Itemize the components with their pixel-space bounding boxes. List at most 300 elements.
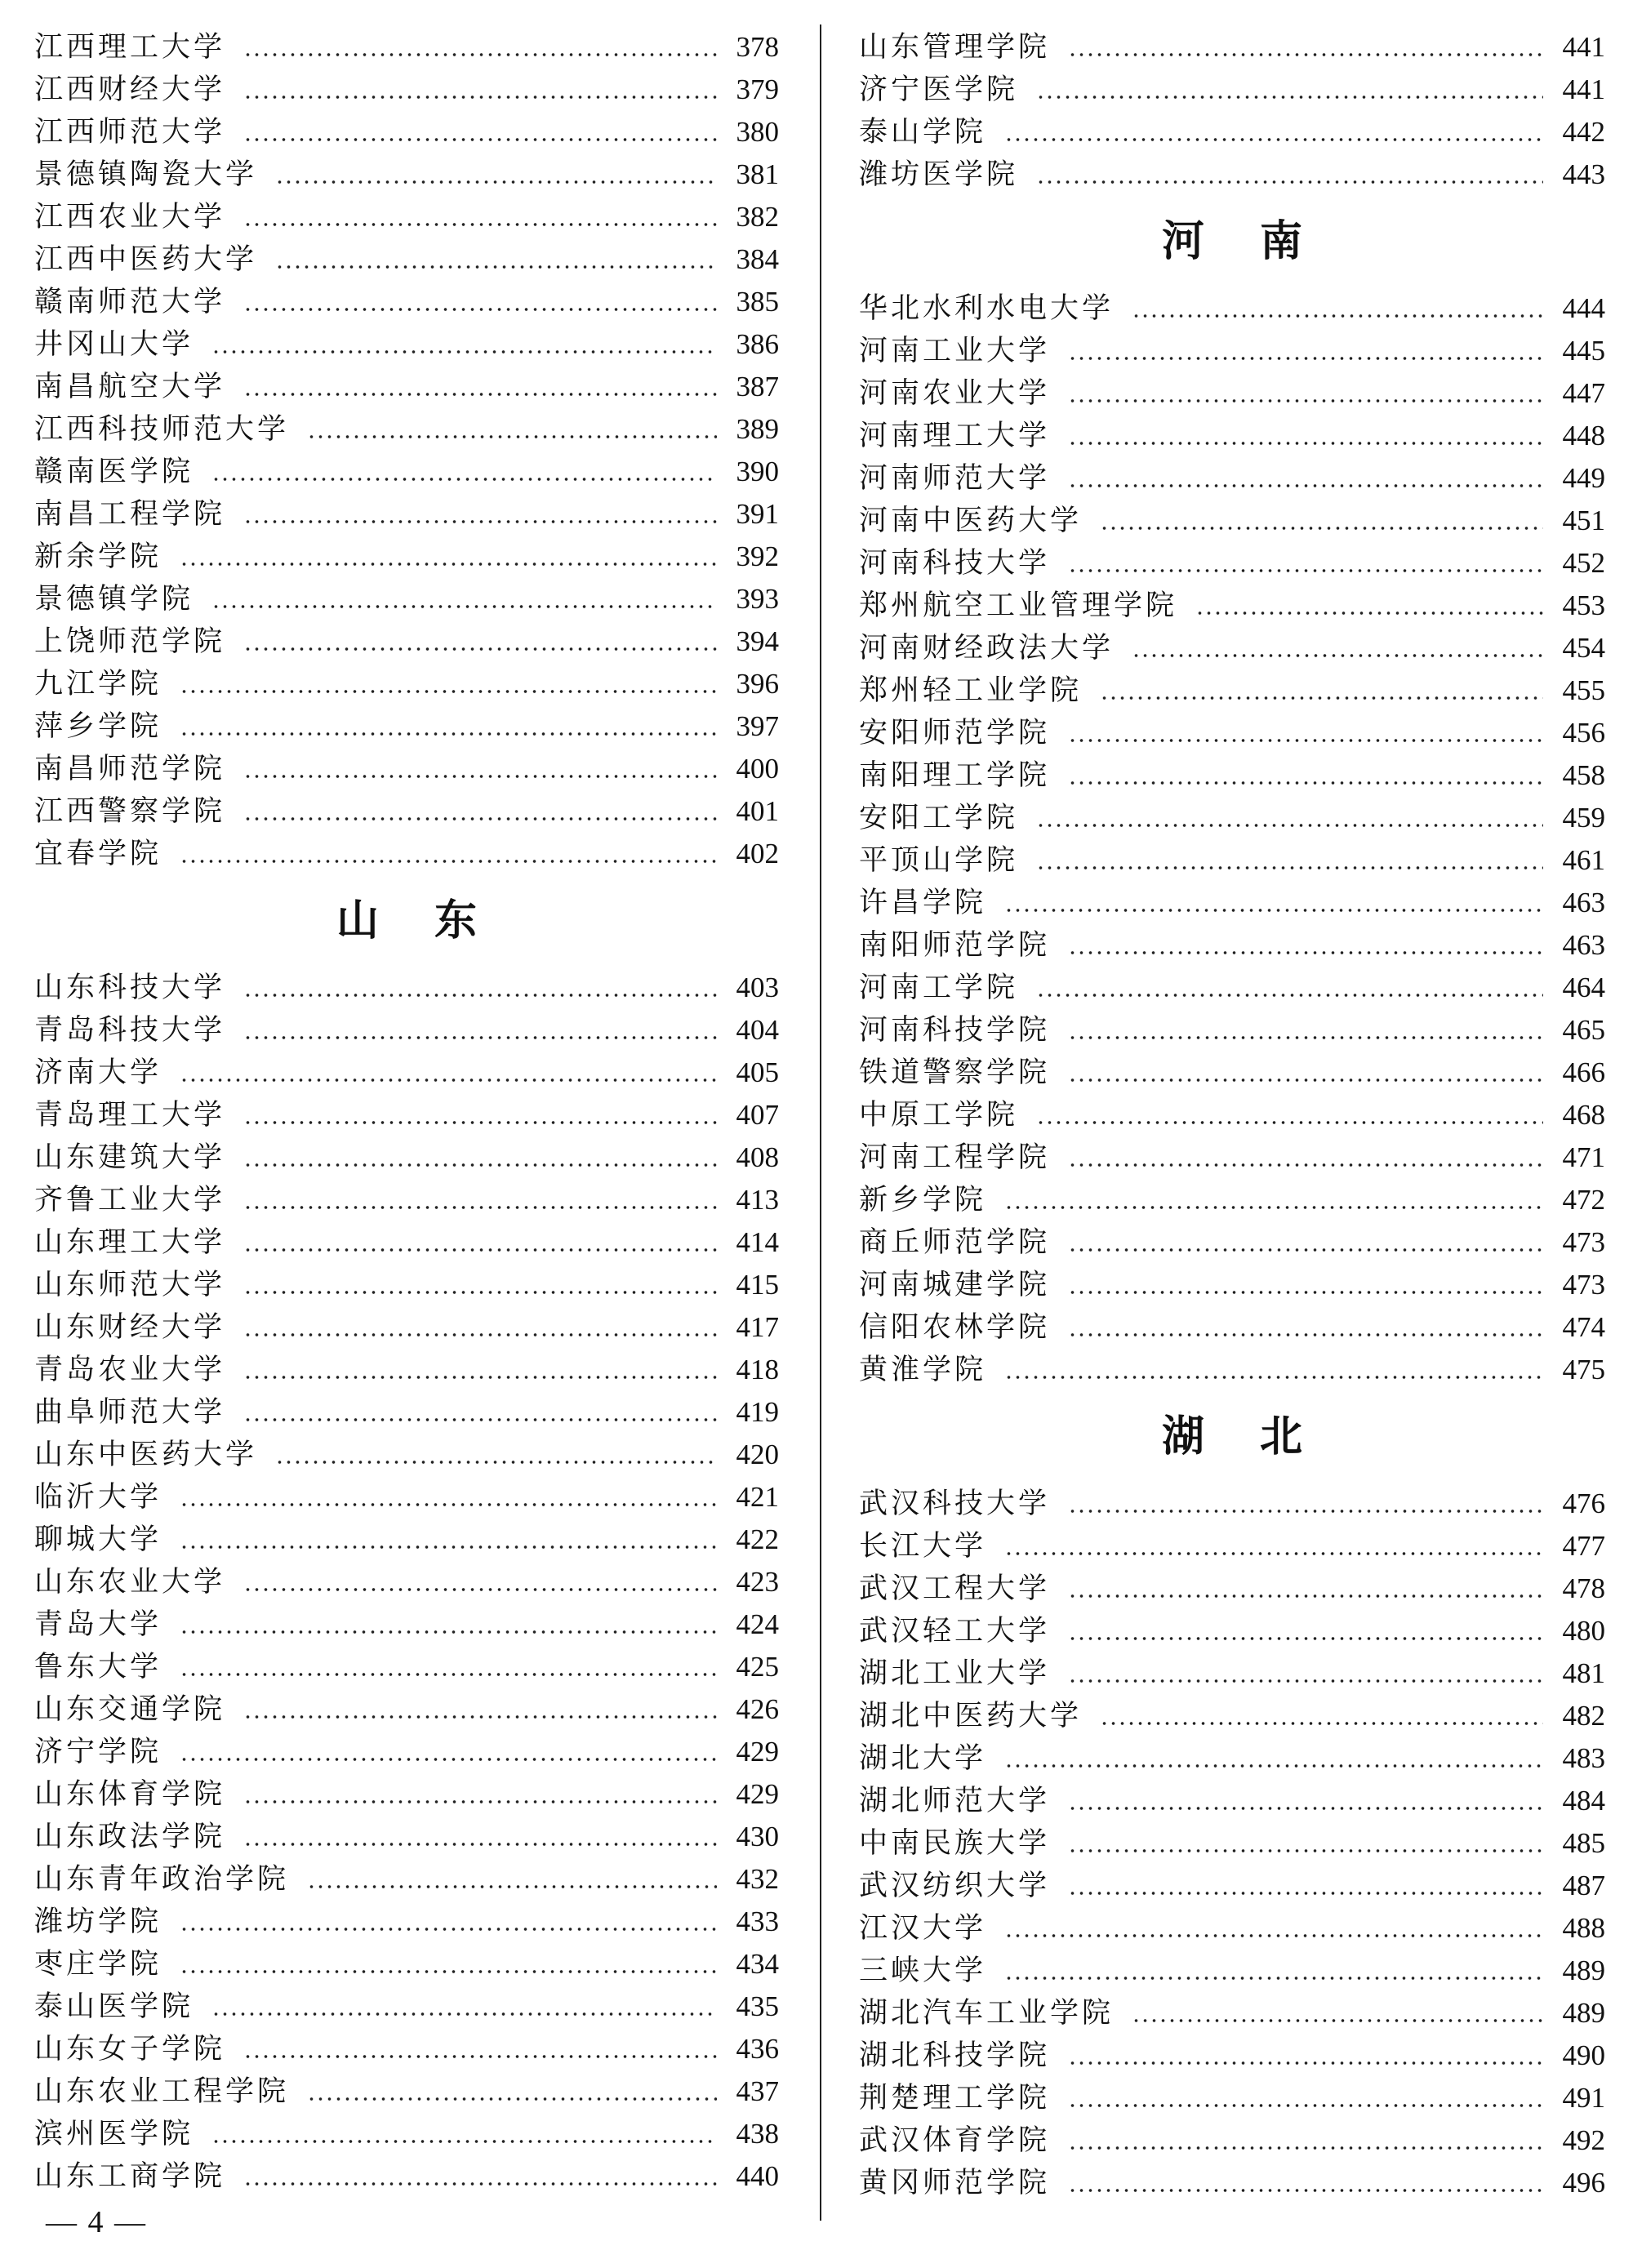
toc-entry-name: 景德镇陶瓷大学: [34, 158, 258, 191]
toc-entry-name: 济南大学: [34, 1056, 162, 1089]
dot-leader: [1004, 1375, 1543, 1380]
toc-entry-page: 387: [736, 371, 779, 402]
dot-leader: [1068, 950, 1543, 955]
toc-entry-page: 483: [1562, 1742, 1605, 1774]
toc-entry: [34, 620, 779, 663]
dot-leader: [243, 137, 717, 142]
toc-entry: [34, 2028, 779, 2070]
toc-entry: [34, 1476, 779, 1519]
dot-leader: [1004, 137, 1543, 142]
toc-entry: [34, 1816, 779, 1858]
section-heading-hubei: 湖北: [1161, 1412, 1358, 1461]
toc-entry-page: 473: [1562, 1269, 1605, 1301]
toc-entry-name: 湖北大学: [859, 1742, 987, 1775]
toc-entry-name: 南昌师范学院: [34, 753, 226, 785]
toc-entry-name: 上饶师范学院: [34, 625, 226, 658]
dot-leader: [1036, 180, 1543, 185]
toc-entry-name: 江西财经大学: [34, 73, 226, 106]
toc-entry: [34, 2113, 779, 2155]
toc-entry: [34, 1986, 779, 2028]
toc-entry-name: 武汉纺织大学: [859, 1870, 1051, 1902]
toc-entry-name: 江汉大学: [859, 1912, 987, 1945]
toc-entry-name: 山东交通学院: [34, 1693, 226, 1726]
toc-entry: [34, 2155, 779, 2198]
toc-entry-page: 414: [736, 1226, 779, 1258]
toc-entry-name: 三峡大学: [859, 1954, 987, 1987]
toc-entry-name: 河南科技学院: [859, 1014, 1051, 1047]
toc-entry-name: 湖北工业大学: [859, 1657, 1051, 1690]
dot-leader: [275, 1460, 717, 1465]
dot-leader: [243, 1332, 717, 1337]
toc-entry-name: 郑州航空工业管理学院: [859, 589, 1178, 622]
toc-entry: [34, 1434, 779, 1476]
toc-entry-page: 390: [736, 456, 779, 487]
toc-entry: [859, 1822, 1605, 1865]
dot-leader: [243, 1247, 717, 1252]
dot-leader: [180, 1630, 717, 1634]
dot-leader: [243, 1714, 717, 1719]
toc-entry: [34, 1349, 779, 1391]
toc-entry-name: 景德镇学院: [34, 583, 194, 616]
dot-leader: [180, 859, 717, 864]
toc-entry-page: 475: [1562, 1354, 1605, 1385]
toc-entry-name: 安阳师范学院: [859, 717, 1051, 749]
toc-entry-page: 463: [1562, 887, 1605, 918]
toc-entry: [859, 500, 1605, 542]
toc-group-shandong-cont: [859, 26, 1605, 196]
toc-entry-page: 455: [1562, 674, 1605, 706]
toc-entry: [859, 1052, 1605, 1094]
dot-leader: [1100, 696, 1543, 700]
dot-leader: [275, 180, 717, 185]
dot-leader: [243, 95, 717, 100]
dot-leader: [211, 349, 717, 354]
toc-group-jiangxi: [34, 26, 779, 875]
dot-leader: [243, 1799, 717, 1804]
toc-entry-name: 南昌工程学院: [34, 498, 226, 531]
toc-entry-page: 391: [736, 498, 779, 530]
toc-entry-name: 黄淮学院: [859, 1354, 987, 1386]
toc-entry: [34, 323, 779, 366]
toc-entry: [34, 1306, 779, 1349]
toc-entry-page: 401: [736, 795, 779, 827]
dot-leader: [1132, 2018, 1543, 2023]
toc-entry-name: 武汉体育学院: [859, 2124, 1051, 2157]
dot-leader: [243, 222, 717, 227]
toc-entry-name: 山东师范大学: [34, 1269, 226, 1301]
dot-leader: [180, 1927, 717, 1932]
dot-leader: [1036, 993, 1543, 998]
toc-entry-page: 496: [1562, 2167, 1605, 2199]
toc-entry: [34, 1179, 779, 1221]
toc-entry-page: 408: [736, 1141, 779, 1173]
toc-entry: [859, 585, 1605, 627]
toc-entry-page: 492: [1562, 2124, 1605, 2156]
toc-entry-page: 382: [736, 201, 779, 233]
toc-entry-page: 448: [1562, 420, 1605, 451]
toc-entry-page: 424: [736, 1608, 779, 1640]
toc-entry-page: 481: [1562, 1657, 1605, 1689]
toc-entry-name: 南阳师范学院: [859, 929, 1051, 962]
toc-entry-page: 454: [1562, 632, 1605, 664]
toc-entry-page: 415: [736, 1269, 779, 1301]
toc-entry-page: 403: [736, 972, 779, 1003]
dot-leader: [1068, 2188, 1543, 2193]
toc-entry: [34, 1688, 779, 1731]
dot-leader: [180, 1969, 717, 1974]
dot-leader: [1004, 1976, 1543, 1981]
toc-entry-page: 378: [736, 31, 779, 63]
toc-entry-page: 471: [1562, 1141, 1605, 1173]
dot-leader: [180, 1757, 717, 1762]
dot-leader: [1068, 1848, 1543, 1853]
toc-entry-name: 武汉科技大学: [859, 1488, 1051, 1520]
toc-entry-page: 489: [1562, 1954, 1605, 1986]
toc-entry-name: 武汉工程大学: [859, 1572, 1051, 1605]
toc-entry-name: 中原工学院: [859, 1099, 1019, 1132]
toc-entry-name: 河南科技大学: [859, 547, 1051, 580]
toc-entry-page: 452: [1562, 547, 1605, 579]
toc-entry-page: 380: [736, 116, 779, 148]
toc-entry-name: 鲁东大学: [34, 1651, 162, 1683]
toc-entry-name: 河南城建学院: [859, 1269, 1051, 1301]
dot-leader: [243, 519, 717, 524]
toc-entry-page: 490: [1562, 2039, 1605, 2071]
toc-entry-name: 枣庄学院: [34, 1948, 162, 1981]
toc-entry-page: 444: [1562, 292, 1605, 324]
toc-entry: [859, 1568, 1605, 1610]
toc-entry-name: 平顶山学院: [859, 844, 1019, 877]
toc-entry: [34, 493, 779, 536]
dot-leader: [1068, 1332, 1543, 1337]
dot-leader: [1068, 1509, 1543, 1514]
toc-entry: [34, 578, 779, 620]
dot-leader: [1068, 1078, 1543, 1083]
toc-entry: [859, 287, 1605, 330]
dot-leader: [1004, 1763, 1543, 1768]
toc-entry: [34, 1858, 779, 1901]
dot-leader: [211, 2012, 717, 2017]
dot-leader: [211, 477, 717, 482]
dot-leader: [243, 1120, 717, 1125]
toc-entry: [34, 1264, 779, 1306]
toc-entry: [34, 196, 779, 238]
toc-entry: [859, 1695, 1605, 1737]
dot-leader: [1068, 1290, 1543, 1295]
toc-entry-page: 449: [1562, 462, 1605, 494]
toc-entry: [34, 1943, 779, 1986]
toc-entry: [34, 366, 779, 408]
toc-entry-name: 江西中医药大学: [34, 243, 258, 276]
toc-entry-page: 472: [1562, 1184, 1605, 1216]
toc-entry-page: 456: [1562, 717, 1605, 749]
dot-leader: [1004, 1205, 1543, 1210]
toc-entry: [859, 2162, 1605, 2204]
toc-entry-page: 453: [1562, 589, 1605, 621]
toc-entry-name: 山东青年政治学院: [34, 1863, 290, 1896]
toc-entry-page: 476: [1562, 1488, 1605, 1519]
toc-entry-page: 430: [736, 1821, 779, 1852]
toc-group-hubei: [859, 1483, 1605, 2204]
toc-entry: [34, 153, 779, 196]
dot-leader: [1068, 1679, 1543, 1683]
dot-leader: [243, 1587, 717, 1592]
toc-entry: [859, 1525, 1605, 1568]
toc-entry: [34, 1391, 779, 1434]
toc-entry-page: 437: [736, 2075, 779, 2107]
toc-entry-name: 山东工商学院: [34, 2160, 226, 2193]
dot-leader: [243, 1035, 717, 1040]
toc-entry-page: 461: [1562, 844, 1605, 876]
toc-entry: [34, 1094, 779, 1136]
toc-entry: [859, 1610, 1605, 1652]
toc-entry-page: 417: [736, 1311, 779, 1343]
toc-entry-page: 477: [1562, 1530, 1605, 1562]
toc-entry-name: 武汉轻工大学: [859, 1615, 1051, 1648]
toc-entry-name: 江西科技师范大学: [34, 413, 290, 446]
toc-entry-name: 山东科技大学: [34, 972, 226, 1004]
dot-leader: [1068, 1594, 1543, 1599]
dot-leader: [1068, 568, 1543, 573]
toc-entry-name: 荆楚理工学院: [859, 2082, 1051, 2115]
toc-entry-page: 438: [736, 2118, 779, 2150]
toc-entry-page: 423: [736, 1566, 779, 1598]
dot-leader: [180, 562, 717, 567]
toc-entry: [859, 669, 1605, 712]
dot-leader: [243, 1205, 717, 1210]
dot-leader: [1132, 314, 1543, 318]
toc-entry-name: 华北水利水电大学: [859, 292, 1115, 325]
toc-entry: [34, 2070, 779, 2113]
toc-entry-page: 421: [736, 1481, 779, 1513]
toc-entry: [859, 627, 1605, 669]
toc-entry-name: 泰山学院: [859, 116, 987, 149]
toc-entry-name: 新乡学院: [859, 1184, 987, 1216]
toc-entry-page: 426: [736, 1693, 779, 1725]
toc-entry-page: 393: [736, 583, 779, 615]
toc-entry: [859, 69, 1605, 111]
toc-entry-page: 464: [1562, 972, 1605, 1003]
toc-entry: [34, 1561, 779, 1603]
toc-entry-name: 宜春学院: [34, 838, 162, 870]
toc-group-henan: [859, 287, 1605, 1391]
toc-entry-name: 江西农业大学: [34, 201, 226, 233]
dot-leader: [243, 1290, 717, 1295]
dot-leader: [243, 392, 717, 397]
toc-entry-name: 河南工学院: [859, 972, 1019, 1004]
dot-leader: [243, 2054, 717, 2059]
toc-entry-name: 山东政法学院: [34, 1821, 226, 1853]
toc-entry: [34, 790, 779, 833]
toc-group-shandong: [34, 967, 779, 2198]
dot-leader: [1068, 1247, 1543, 1252]
toc-entry: [34, 1136, 779, 1179]
toc-entry: [859, 457, 1605, 500]
dot-leader: [180, 1672, 717, 1677]
toc-entry-name: 信阳农林学院: [859, 1311, 1051, 1344]
toc-entry: [859, 2077, 1605, 2119]
dot-leader: [1068, 1806, 1543, 1811]
toc-entry-page: 422: [736, 1523, 779, 1555]
dot-leader: [275, 265, 717, 269]
dot-leader: [243, 2181, 717, 2186]
toc-entry-page: 489: [1562, 1997, 1605, 2029]
dot-leader: [243, 1417, 717, 1422]
toc-entry-page: 397: [736, 710, 779, 742]
toc-entry-name: 临沂大学: [34, 1481, 162, 1514]
toc-entry-page: 429: [736, 1736, 779, 1768]
toc-entry-page: 487: [1562, 1870, 1605, 1901]
toc-entry: [859, 924, 1605, 967]
toc-entry: [859, 415, 1605, 457]
toc-entry: [859, 1094, 1605, 1136]
toc-entry: [34, 408, 779, 451]
toc-entry-page: 379: [736, 73, 779, 105]
toc-entry: [34, 451, 779, 493]
dot-leader: [180, 732, 717, 736]
toc-entry-name: 山东中医药大学: [34, 1439, 258, 1471]
dot-leader: [180, 1502, 717, 1507]
dot-leader: [307, 434, 717, 439]
dot-leader: [1068, 356, 1543, 361]
toc-entry-name: 许昌学院: [859, 887, 987, 919]
dot-leader: [1004, 908, 1543, 913]
toc-entry: [859, 1264, 1605, 1306]
toc-entry-page: 463: [1562, 929, 1605, 961]
toc-entry-page: 436: [736, 2033, 779, 2065]
toc-entry: [34, 238, 779, 281]
dot-leader: [180, 1078, 717, 1083]
dot-leader: [243, 52, 717, 57]
dot-leader: [1036, 823, 1543, 828]
toc-entry: [34, 26, 779, 69]
toc-entry-name: 潍坊医学院: [859, 158, 1019, 191]
toc-entry: [34, 69, 779, 111]
toc-entry-page: 442: [1562, 116, 1605, 148]
dot-leader: [243, 647, 717, 651]
dot-leader: [180, 1545, 717, 1550]
toc-entry-name: 潍坊学院: [34, 1906, 162, 1938]
toc-entry-page: 458: [1562, 759, 1605, 791]
toc-entry-name: 河南中医药大学: [859, 505, 1083, 537]
left-column: [34, 26, 779, 2198]
toc-entry: [859, 712, 1605, 754]
dot-leader: [243, 816, 717, 821]
toc-entry-name: 江西警察学院: [34, 795, 226, 828]
toc-entry-page: 488: [1562, 1912, 1605, 1944]
toc-entry: [859, 2035, 1605, 2077]
dot-leader: [243, 774, 717, 779]
toc-entry-page: 468: [1562, 1099, 1605, 1131]
toc-entry: [859, 1221, 1605, 1264]
toc-entry-page: 432: [736, 1863, 779, 1895]
dot-leader: [1068, 441, 1543, 446]
dot-leader: [1100, 1721, 1543, 1726]
toc-entry: [859, 372, 1605, 415]
dot-leader: [1068, 2061, 1543, 2066]
toc-entry: [34, 1009, 779, 1052]
toc-entry: [34, 833, 779, 875]
toc-entry-page: 447: [1562, 377, 1605, 409]
toc-entry-page: 478: [1562, 1572, 1605, 1604]
toc-entry-name: 河南财经政法大学: [859, 632, 1115, 665]
page-number: — 4 —: [46, 2205, 147, 2239]
dot-leader: [1068, 1636, 1543, 1641]
dot-leader: [1068, 1163, 1543, 1167]
toc-entry-name: 河南工业大学: [859, 335, 1051, 367]
toc-entry: [859, 542, 1605, 585]
toc-entry-page: 441: [1562, 73, 1605, 105]
toc-entry: [859, 1483, 1605, 1525]
toc-entry-name: 商丘师范学院: [859, 1226, 1051, 1259]
toc-entry: [34, 705, 779, 748]
toc-entry-page: 465: [1562, 1014, 1605, 1046]
toc-entry-page: 419: [736, 1396, 779, 1428]
toc-entry: [34, 967, 779, 1009]
toc-entry-page: 396: [736, 668, 779, 700]
toc-entry-name: 萍乡学院: [34, 710, 162, 743]
dot-leader: [1132, 653, 1543, 658]
toc-entry-name: 湖北科技学院: [859, 2039, 1051, 2072]
dot-leader: [307, 1884, 717, 1889]
toc-entry-name: 青岛农业大学: [34, 1354, 226, 1386]
dot-leader: [1068, 738, 1543, 743]
toc-entry-name: 齐鲁工业大学: [34, 1184, 226, 1216]
toc-entry: [34, 281, 779, 323]
toc-entry: [34, 1646, 779, 1688]
toc-entry-page: 484: [1562, 1785, 1605, 1817]
toc-entry: [859, 1009, 1605, 1052]
toc-entry-name: 滨州医学院: [34, 2118, 194, 2150]
toc-entry-name: 湖北中医药大学: [859, 1700, 1083, 1732]
toc-entry-name: 井冈山大学: [34, 328, 194, 361]
toc-entry-page: 386: [736, 328, 779, 360]
dot-leader: [1068, 1891, 1543, 1896]
dot-leader: [1068, 1035, 1543, 1040]
toc-entry: [859, 1136, 1605, 1179]
toc-entry: [859, 111, 1605, 153]
toc-entry: [859, 2119, 1605, 2162]
toc-entry: [34, 1773, 779, 1816]
dot-leader: [211, 604, 717, 609]
toc-entry-page: 445: [1562, 335, 1605, 367]
dot-leader: [243, 993, 717, 998]
toc-entry-page: 474: [1562, 1311, 1605, 1343]
toc-entry-page: 384: [736, 243, 779, 275]
toc-entry: [34, 1603, 779, 1646]
toc-entry-page: 389: [736, 413, 779, 445]
toc-entry-name: 河南农业大学: [859, 377, 1051, 410]
toc-entry-name: 南阳理工学院: [859, 759, 1051, 792]
toc-entry-name: 河南工程学院: [859, 1141, 1051, 1174]
toc-entry-page: 420: [736, 1439, 779, 1470]
toc-entry: [859, 330, 1605, 372]
toc-entry-name: 中南民族大学: [859, 1827, 1051, 1860]
toc-entry-page: 392: [736, 540, 779, 572]
toc-entry-page: 418: [736, 1354, 779, 1385]
dot-leader: [243, 1163, 717, 1167]
toc-entry-name: 河南师范大学: [859, 462, 1051, 495]
toc-entry-page: 466: [1562, 1056, 1605, 1088]
dot-leader: [180, 689, 717, 694]
toc-entry-page: 459: [1562, 802, 1605, 834]
toc-entry-page: 434: [736, 1948, 779, 1980]
toc-entry-name: 聊城大学: [34, 1523, 162, 1556]
toc-entry: [859, 1992, 1605, 2035]
toc-entry-page: 435: [736, 1990, 779, 2022]
dot-leader: [1068, 2103, 1543, 2108]
dot-leader: [243, 307, 717, 312]
